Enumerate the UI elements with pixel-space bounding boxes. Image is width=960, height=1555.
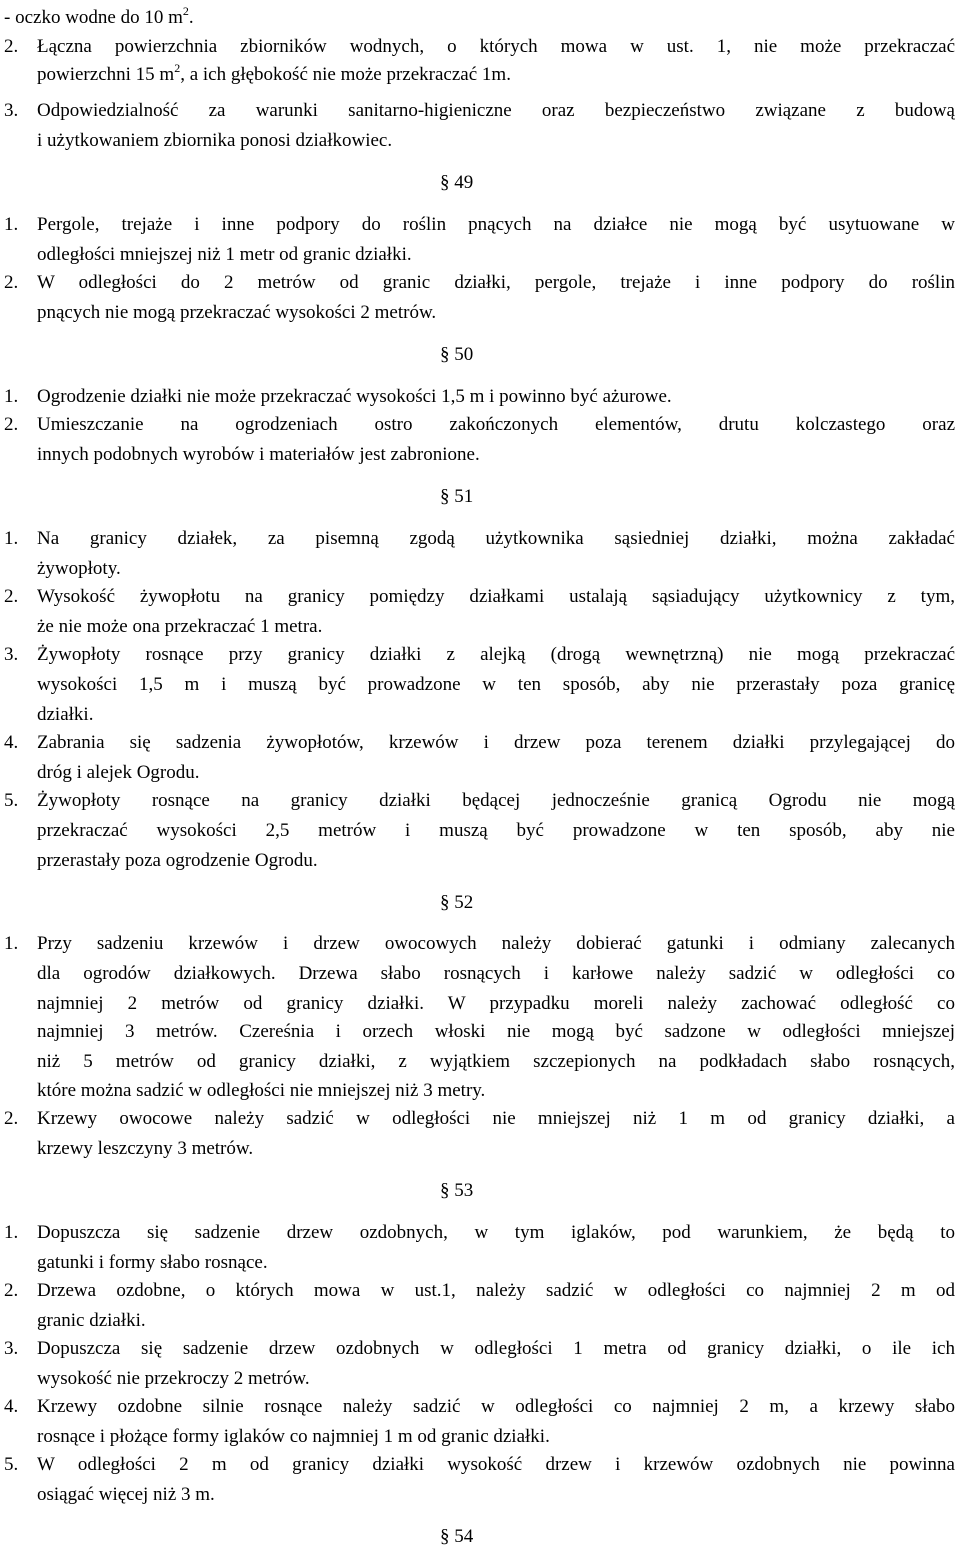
paragraph-text: najmniej 3 metrów. Czereśnia i orzech włoski nie mogą być sadzone w odległości mniejszej <box>37 1021 955 1042</box>
numbered-paragraph-line <box>4 413 955 437</box>
numbered-paragraph-line <box>4 1221 955 1245</box>
paragraph-number: 2. <box>4 1108 19 1129</box>
paragraph-text: Żywopłoty rosnące na granicy działki będącej jednocześnie granicą Ogrodu nie mogą <box>37 790 955 811</box>
paragraph-line <box>37 1050 955 1074</box>
paragraph-text: Pergole, trejaże i inne podpory do roślin pnących na działce nie mogą być usytuowane w <box>37 214 955 235</box>
paragraph-text: które można sadzić w odległości nie mniejszej niż 3 metry. <box>37 1080 486 1101</box>
paragraph-number: 5. <box>4 1454 19 1475</box>
paragraph-text: działki. <box>37 704 94 725</box>
paragraph-text: Przy sadzeniu krzewów i drzew owocowych należy dobierać gatunki i odmiany zalecanych <box>37 933 955 954</box>
paragraph-line <box>37 962 955 986</box>
paragraph-text: krzewy leszczyny 3 metrów. <box>37 1138 254 1159</box>
superscript: 2 <box>174 60 181 75</box>
paragraph-number: 3. <box>4 100 19 121</box>
paragraph-number: 2. <box>4 586 19 607</box>
paragraph-line <box>37 703 955 727</box>
paragraph-text: wysokości 1,5 m i muszą być prowadzone w ten sposób, aby nie przerastały poza granicę <box>37 674 955 695</box>
paragraph-text: przekraczać wysokości 2,5 metrów i muszą być prowadzone w ten sposób, aby nie <box>37 820 955 841</box>
numbered-paragraph-line <box>4 271 955 295</box>
paragraph-text: Zabrania się sadzenia żywopłotów, krzewów i drzew poza terenem działki przylegającej do <box>37 732 955 753</box>
paragraph-text: Umieszczanie na ogrodzeniach ostro zakończonych elementów, drutu kolczastego oraz <box>37 414 955 435</box>
paragraph-text: dróg i alejek Ogrodu. <box>37 762 200 783</box>
paragraph-text: niż 5 metrów od granicy działki, z wyjątkiem szczepionych na podkładach słabo rosnących, <box>37 1051 955 1072</box>
paragraph-line <box>4 3 194 30</box>
paragraph-number: 3. <box>4 1338 19 1359</box>
paragraph-line <box>37 1309 955 1333</box>
numbered-paragraph-line <box>4 35 955 59</box>
numbered-paragraph-line <box>4 1279 955 1303</box>
paragraph-text-continued: . <box>188 7 194 28</box>
paragraph-line <box>37 1251 955 1275</box>
numbered-paragraph-line <box>4 1453 955 1477</box>
paragraph-line <box>37 443 955 467</box>
paragraph-text: W odległości 2 m od granicy działki wysokość drzew i krzewów ozdobnych nie powinna <box>37 1454 955 1475</box>
paragraph-text: Dopuszcza się sadzenie drzew ozdobnych w odległości 1 metra od granicy działki, o ile ich <box>37 1338 955 1359</box>
numbered-paragraph-line <box>4 1337 955 1361</box>
paragraph-text: Drzewa ozdobne, o których mowa w ust.1, należy sadzić w odległości co najmniej 2 m od <box>37 1280 955 1301</box>
numbered-paragraph-line <box>4 527 955 551</box>
paragraph-line <box>37 673 955 697</box>
paragraph-number: 4. <box>4 732 19 753</box>
paragraph-text: Ogrodzenie działki nie może przekraczać wysokości 1,5 m i powinno być ażurowe. <box>37 386 672 407</box>
paragraph-text: pnących nie mogą przekraczać wysokości 2 metrów. <box>37 302 437 323</box>
paragraph-text: granic działki. <box>37 1310 146 1331</box>
paragraph-text-continued: , a ich głębokość nie może przekraczać 1m. <box>180 64 511 85</box>
section-heading: § 49 <box>440 172 474 193</box>
numbered-paragraph-line <box>4 385 672 409</box>
paragraph-text: rosnące i płożące formy iglaków co najmniej 1 m od granic działki. <box>37 1426 550 1447</box>
numbered-paragraph-line <box>4 213 955 237</box>
paragraph-line <box>37 1425 955 1449</box>
numbered-paragraph-line <box>4 731 955 755</box>
section-heading: § 52 <box>440 892 474 913</box>
paragraph-text: W odległości do 2 metrów od granic działki, pergole, trejaże i inne podpory do roślin <box>37 272 955 293</box>
section-heading: § 53 <box>440 1180 474 1201</box>
paragraph-number: 5. <box>4 790 19 811</box>
paragraph-text: Krzewy owocowe należy sadzić w odległości nie mniejszej niż 1 m od granicy działki, a <box>37 1108 955 1129</box>
paragraph-line <box>37 761 955 785</box>
paragraph-text: i użytkowaniem zbiornika ponosi działkowiec. <box>37 130 393 151</box>
section-heading: § 51 <box>440 486 474 507</box>
paragraph-text: - oczko wodne do 10 m <box>4 7 183 28</box>
paragraph-text: przerastały poza ogrodzenie Ogrodu. <box>37 850 318 871</box>
paragraph-number: 4. <box>4 1396 19 1417</box>
paragraph-number: 1. <box>4 1222 19 1243</box>
numbered-paragraph-line <box>4 99 955 123</box>
paragraph-line <box>37 992 955 1016</box>
paragraph-number: 1. <box>4 933 19 954</box>
paragraph-number: 1. <box>4 528 19 549</box>
paragraph-text: Krzewy ozdobne silnie rosnące należy sadzić w odległości co najmniej 2 m, a krzewy słabo <box>37 1396 955 1417</box>
numbered-paragraph-line <box>4 789 955 813</box>
paragraph-line <box>37 301 955 325</box>
superscript: 2 <box>182 3 189 18</box>
paragraph-line <box>37 1020 955 1044</box>
paragraph-text: Łączna powierzchnia zbiorników wodnych, o których mowa w ust. 1, nie może przekraczać <box>37 36 955 57</box>
paragraph-number: 2. <box>4 36 19 57</box>
paragraph-number: 3. <box>4 644 19 665</box>
numbered-paragraph-line <box>4 643 955 667</box>
paragraph-line <box>37 129 955 153</box>
numbered-paragraph-line <box>4 932 955 956</box>
paragraph-line <box>37 60 955 87</box>
numbered-paragraph-line <box>4 1395 955 1419</box>
paragraph-line <box>37 1137 955 1161</box>
paragraph-text: wysokość nie przekroczy 2 metrów. <box>37 1368 310 1389</box>
paragraph-number: 2. <box>4 414 19 435</box>
paragraph-line <box>37 557 955 581</box>
paragraph-number: 2. <box>4 1280 19 1301</box>
paragraph-text: innych podobnych wyrobów i materiałów jest zabronione. <box>37 444 480 465</box>
paragraph-text: Odpowiedzialność za warunki sanitarno-higieniczne oraz bezpieczeństwo związane z budową <box>37 100 955 121</box>
section-heading: § 54 <box>440 1526 474 1547</box>
paragraph-line <box>37 1367 955 1391</box>
paragraph-number: 2. <box>4 272 19 293</box>
paragraph-number: 1. <box>4 214 19 235</box>
paragraph-text: najmniej 2 metrów od granicy działki. W przypadku moreli należy zachować odległość co <box>37 993 955 1014</box>
paragraph-text: żywopłoty. <box>37 558 121 579</box>
section-heading: § 50 <box>440 344 474 365</box>
paragraph-text: gatunki i formy słabo rosnące. <box>37 1252 268 1273</box>
paragraph-line <box>37 849 955 873</box>
paragraph-text: że nie może ona przekraczać 1 metra. <box>37 616 323 637</box>
paragraph-text: powierzchni 15 m <box>37 64 175 85</box>
numbered-paragraph-line <box>4 1107 955 1131</box>
paragraph-number: 1. <box>4 386 19 407</box>
paragraph-line <box>37 1079 955 1103</box>
paragraph-text: Na granicy działek, za pisemną zgodą użytkownika sąsiedniej działki, można zakładać <box>37 528 955 549</box>
paragraph-text: dla ogrodów działkowych. Drzewa słabo rosnących i karłowe należy sadzić w odległości co <box>37 963 955 984</box>
paragraph-text: Wysokość żywopłotu na granicy pomiędzy działkami ustalają sąsiadujący użytkownicy z tym, <box>37 586 955 607</box>
numbered-paragraph-line <box>4 585 955 609</box>
paragraph-line <box>37 243 955 267</box>
paragraph-text: Żywopłoty rosnące przy granicy działki z alejką (drogą wewnętrzną) nie mogą przekraczać <box>37 644 955 665</box>
paragraph-text: osiągać więcej niż 3 m. <box>37 1484 215 1505</box>
paragraph-line <box>37 615 955 639</box>
paragraph-line <box>37 1483 955 1507</box>
paragraph-text: Dopuszcza się sadzenie drzew ozdobnych, w tym iglaków, pod warunkiem, że będą to <box>37 1222 955 1243</box>
paragraph-text: odległości mniejszej niż 1 metr od granic działki. <box>37 244 412 265</box>
paragraph-line <box>37 819 955 843</box>
